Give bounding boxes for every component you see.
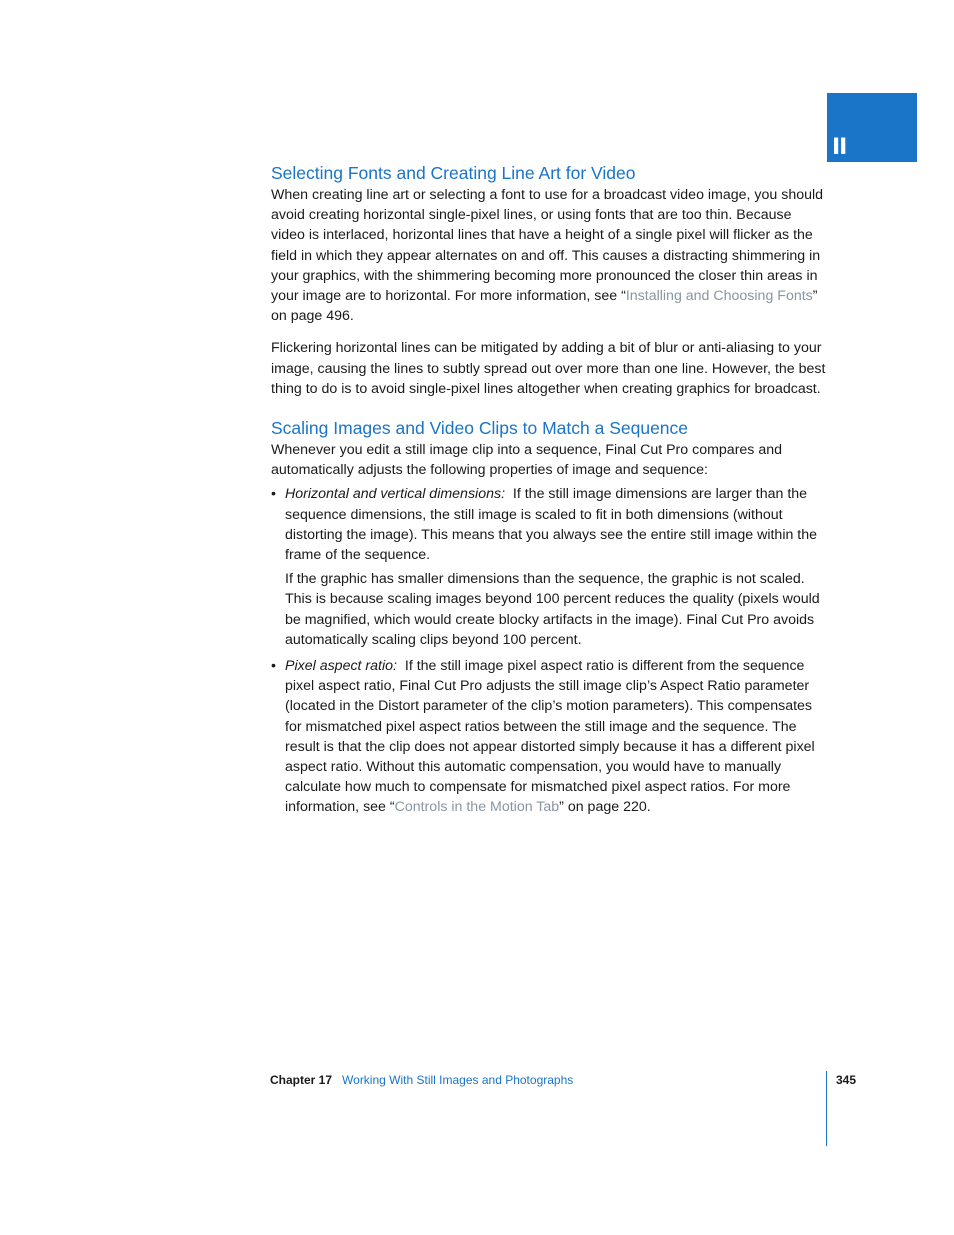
link-installing-fonts[interactable]: Installing and Choosing Fonts — [625, 288, 813, 305]
part-tab-label: II — [832, 135, 847, 160]
list-item-text: ” on page 220. — [559, 799, 651, 816]
bullet-marker: • — [271, 486, 276, 503]
footer-divider — [826, 1071, 827, 1146]
list-item-title: Pixel aspect ratio: — [285, 658, 397, 675]
link-motion-tab[interactable]: Controls in the Motion Tab — [394, 799, 560, 816]
list-item — [271, 484, 827, 650]
page-footer — [270, 1072, 573, 1088]
paragraph-fonts-2: Flickering horizontal lines can be mitigated by adding a bit of blur or anti-aliasing to your image, causing the lines to subtly spread out over more than one line. However, the best thing to do is to avoid single-pixel lines altogether when creating graphics for broadcast. — [271, 340, 826, 397]
list-item-paragraph — [285, 484, 827, 565]
footer-chapter: Chapter 17 — [270, 1073, 333, 1087]
paragraph-scaling-intro: Whenever you edit a still image clip into a sequence, Final Cut Pro compares and automatically adjusts the following properties of image and sequence: — [271, 442, 783, 479]
section-heading-scaling: Scaling Images and Video Clips to Match a Sequence — [271, 418, 689, 439]
list-item-extra: If the graphic has smaller dimensions than the sequence, the graphic is not scaled. This is because scaling images beyond 100 percent reduces the quality (pixels would be magnified, which would create blocky artifacts in the image). Final Cut Pro avoids automatically scaling clips beyond 100 percent. — [285, 571, 820, 648]
list-item-paragraph — [285, 656, 827, 818]
paragraph-text: ” on page 496. — [271, 288, 818, 325]
main-content — [271, 161, 827, 818]
list-item-title: Horizontal and vertical dimensions: — [285, 486, 506, 503]
page-number: 345 — [836, 1073, 857, 1087]
bullet-list — [271, 484, 827, 817]
part-tab — [827, 93, 917, 162]
paragraph-fonts-1 — [271, 185, 827, 326]
list-item-text: If the still image dimensions are larger than the sequence dimensions, the still image is scaled to fit in both dimensions (without distorting the image). This means that you always see the entire still image within the frame of the sequence. — [285, 486, 818, 564]
list-item — [271, 656, 827, 818]
bullet-marker: • — [271, 658, 276, 675]
section-heading-fonts: Selecting Fonts and Creating Line Art for Video — [271, 163, 636, 183]
footer-chapter-title: Working With Still Images and Photographs — [342, 1073, 574, 1087]
list-item-text: If the still image pixel aspect ratio is different from the sequence pixel aspect ratio, Final Cut Pro adjusts the still image clip’s Aspect Ratio parameter (located in the Distort parameter of the clip’s motion parameters). This compensates for mismatched pixel aspect ratios between the still image and the sequence. The result is that the clip does not appear distorted simply because it has a different pixel aspect ratio. Without this automatic compensation, you would have to manually calculate how much to compensate for mismatched pixel aspect ratios. For more information, see “ — [285, 658, 815, 816]
paragraph-text: When creating line art or selecting a font to use for a broadcast video image, you should avoid creating horizontal single-pixel lines, or using fonts that are too thin. Because video is interlaced, horizontal lines that have a height of a single pixel will flicker as the field in which they appear alternates on and off. This causes a distracting shimmering in your graphics, with the shimmering becoming more pronounced the closer thin areas in your image are to horizontal. For more information, see “ — [271, 187, 824, 305]
